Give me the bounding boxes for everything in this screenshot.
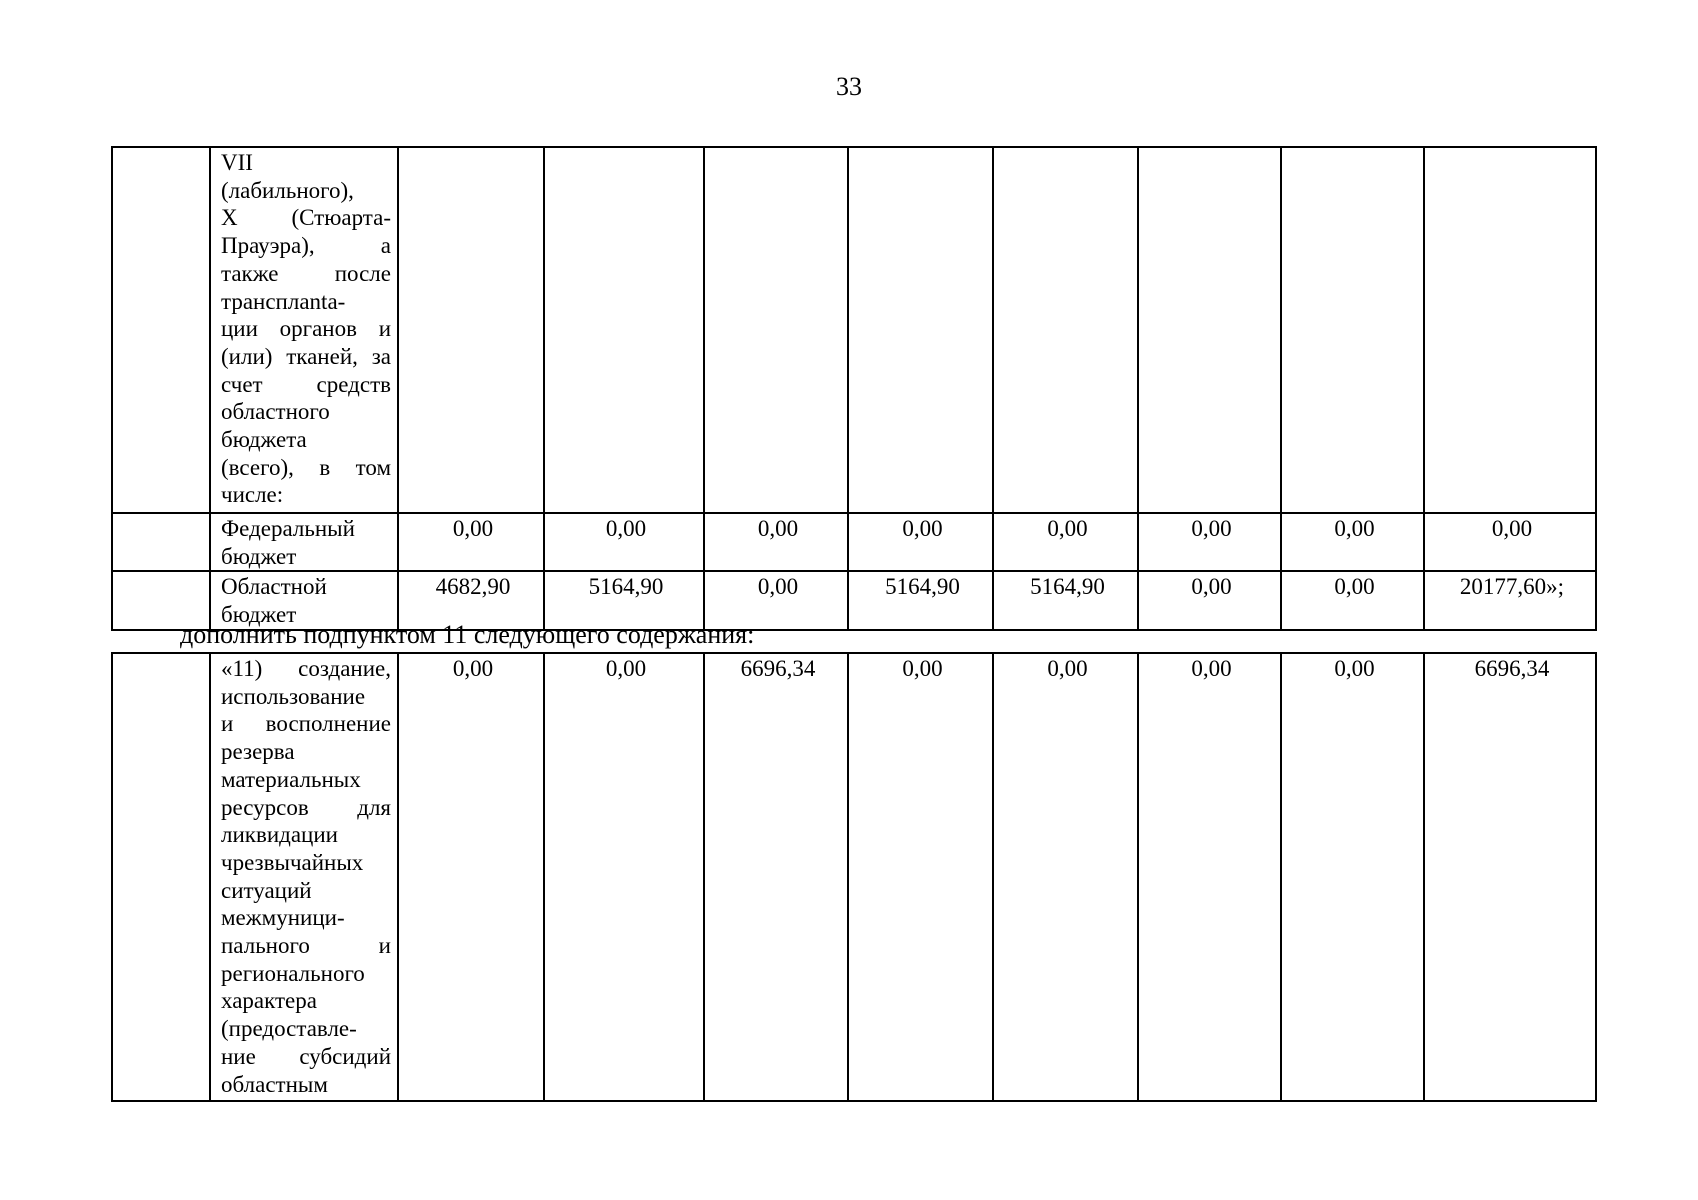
description-line: Прауэра), а: [221, 233, 391, 259]
description-line: бюджет: [221, 543, 297, 569]
description-line: резерва: [221, 739, 295, 765]
description-line: «11) создание,: [221, 656, 391, 681]
value-cell: [398, 147, 544, 513]
value-cell: 0,00: [848, 653, 993, 1101]
value-cell: 0,00: [398, 653, 544, 1101]
value-cell: [993, 147, 1138, 513]
value-cell: 0,00: [1281, 513, 1424, 571]
description-line: X (Стюарта-: [221, 205, 391, 231]
value-cell: [848, 147, 993, 513]
value-cell: 0,00: [1138, 571, 1281, 629]
row-description-cell: [210, 513, 398, 571]
value-cell: 0,00: [1281, 571, 1424, 629]
description-line: ресурсов для: [221, 794, 391, 820]
table-row: [112, 653, 1596, 1101]
row-number-cell: [112, 513, 210, 571]
value-cell: 0,00: [1424, 513, 1596, 571]
description-line: бюджета: [221, 427, 307, 453]
value-cell: 0,00: [704, 513, 848, 571]
value-cell: [704, 147, 848, 513]
description-line: регионального: [221, 960, 365, 986]
value-cell: 6696,34: [1424, 653, 1596, 1101]
description-line: (предоставле-: [221, 1016, 357, 1042]
budget-table-top: [111, 146, 1597, 631]
description-line: ции органов и: [221, 316, 391, 342]
value-cell: 20177,60»;: [1424, 571, 1596, 629]
value-cell: 5164,90: [544, 571, 704, 629]
value-cell: 0,00: [1138, 653, 1281, 1101]
description-line: ситуаций: [221, 877, 312, 903]
description-line: бюджет: [221, 602, 297, 628]
description-line: трансплanta-: [221, 288, 346, 314]
row-number-cell: [112, 653, 210, 1101]
description-line: областного: [221, 399, 330, 425]
description-line: и восполнение: [221, 711, 391, 737]
description-line: также после: [221, 260, 391, 286]
description-line: (лабильного),: [221, 177, 354, 203]
description-line: ние субсидий: [221, 1043, 391, 1069]
description-line: (всего), в том: [221, 454, 391, 480]
description-line: ликвидации: [221, 822, 338, 848]
row-number-cell: [112, 147, 210, 513]
row-description-cell: [210, 147, 398, 513]
budget-table-bottom: [111, 652, 1597, 1102]
value-cell: [1424, 147, 1596, 513]
value-cell: 0,00: [398, 513, 544, 571]
page-number: 33: [836, 72, 862, 101]
description-line: VII: [221, 150, 253, 175]
value-cell: [1138, 147, 1281, 513]
description-line: Федеральный: [221, 516, 355, 541]
description-line: использование: [221, 683, 366, 709]
description-line: чрезвычайных: [221, 849, 364, 875]
description-line: счет средств: [221, 371, 391, 397]
value-cell: 0,00: [848, 513, 993, 571]
value-cell: 0,00: [1138, 513, 1281, 571]
description-line: характера: [221, 988, 317, 1014]
amendment-instruction: дополнить подпунктом 11 следующего содержания:: [180, 620, 755, 649]
description-line: пального и: [221, 933, 391, 959]
description-line: Областной: [221, 574, 327, 600]
value-cell: 4682,90: [398, 571, 544, 629]
description-line: областным: [221, 1071, 328, 1097]
description-line: (или) тканей, за: [221, 343, 391, 369]
table-row: [112, 513, 1596, 571]
value-cell: [1281, 147, 1424, 513]
value-cell: 0,00: [544, 513, 704, 571]
value-cell: [544, 147, 704, 513]
value-cell: 0,00: [704, 571, 848, 629]
value-cell: 6696,34: [704, 653, 848, 1101]
value-cell: 5164,90: [848, 571, 993, 629]
value-cell: 5164,90: [993, 571, 1138, 629]
value-cell: 0,00: [993, 653, 1138, 1101]
description-line: материальных: [221, 766, 361, 792]
description-line: числе:: [221, 482, 284, 508]
value-cell: 0,00: [1281, 653, 1424, 1101]
value-cell: 0,00: [544, 653, 704, 1101]
row-description-cell: [210, 653, 398, 1101]
table-row: [112, 147, 1596, 513]
value-cell: 0,00: [993, 513, 1138, 571]
description-line: межмуници-: [221, 905, 345, 931]
